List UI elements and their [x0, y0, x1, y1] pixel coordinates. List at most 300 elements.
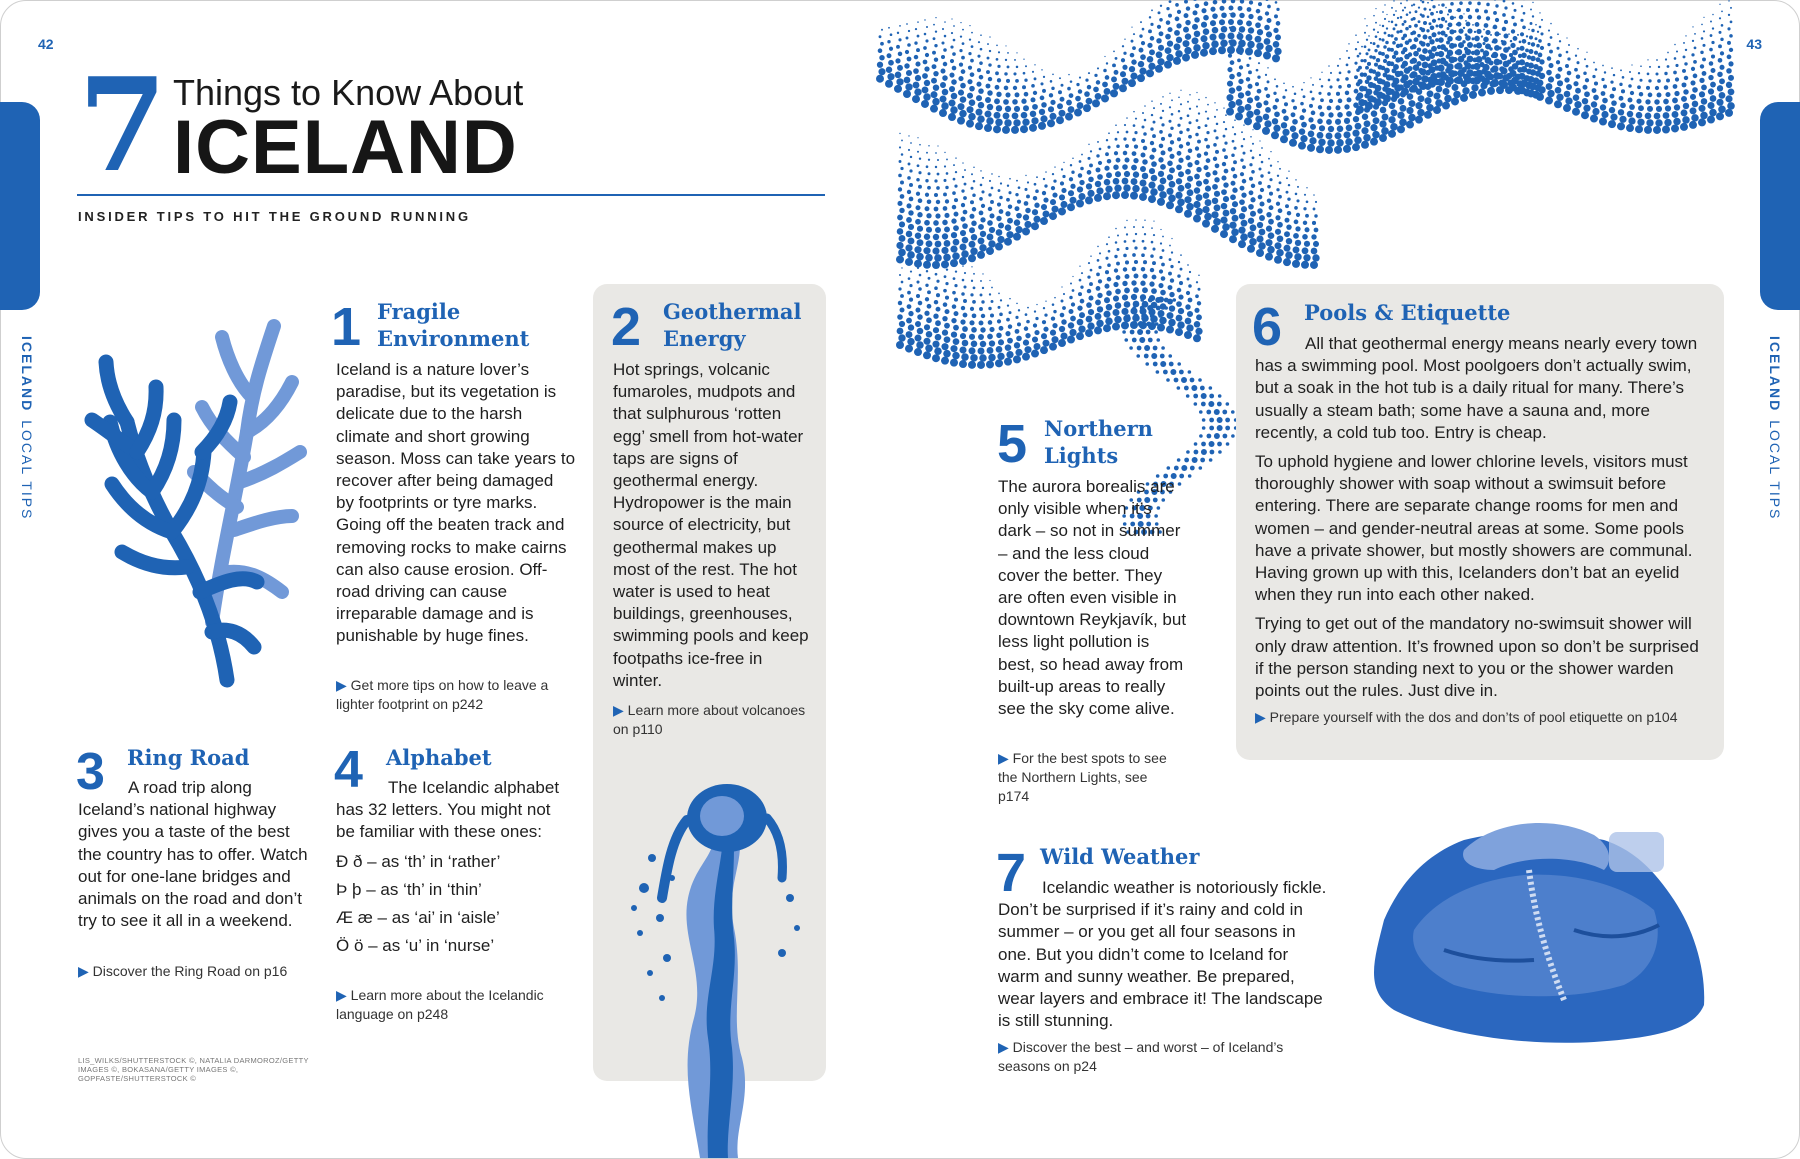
aurora-dot — [962, 162, 963, 163]
aurora-dot — [949, 86, 955, 92]
aurora-dot — [1034, 183, 1037, 186]
aurora-dot — [1151, 227, 1153, 229]
aurora-dot — [1673, 84, 1678, 89]
aurora-dot — [1453, 91, 1461, 99]
aurora-dot — [982, 273, 983, 274]
tip-paragraph: Iceland is a nature lover’s paradise, but its vegetation is delicate due to the harsh climate and short growing season. Moss can take years to recover after being damaged by footprints or tyre marks. Going off the beaten track and removing rocks to make cairns can also cause erosion. Off-road driving can cause irreparable damage and is punishable by huge fines. — [336, 360, 576, 646]
aurora-dot — [1339, 71, 1342, 74]
aurora-dot — [978, 334, 984, 340]
aurora-dot — [1448, 22, 1453, 27]
aurora-dot — [1202, 42, 1210, 50]
aurora-dot — [1043, 307, 1045, 309]
aurora-dot — [1167, 174, 1173, 180]
aurora-dot — [1095, 299, 1101, 305]
aurora-dot — [1142, 159, 1148, 165]
aurora-dot — [1664, 119, 1671, 126]
aurora-dot — [944, 152, 945, 153]
aurora-dot — [1141, 313, 1147, 319]
aurora-dot — [1005, 211, 1010, 216]
aurora-dot — [981, 190, 984, 193]
aurora-dot — [1664, 85, 1669, 90]
aurora-dot — [1237, 19, 1243, 25]
aurora-dot — [1601, 78, 1604, 81]
aurora-dot — [1666, 79, 1670, 83]
aurora-dot — [1040, 82, 1043, 85]
aurora-dot — [1169, 245, 1171, 247]
aurora-dot — [1512, 63, 1519, 70]
aurora-dot — [953, 264, 955, 266]
aurora-dot — [973, 273, 975, 275]
aurora-dot — [1426, 43, 1430, 47]
aurora-dot — [1186, 6, 1190, 10]
aurora-dot — [1016, 303, 1018, 305]
aurora-dot — [1457, 69, 1465, 77]
aurora-dot — [961, 69, 966, 74]
aurora-dot — [968, 113, 976, 121]
aurora-dot — [919, 274, 922, 277]
aurora-dot — [961, 203, 965, 207]
aurora-dot — [1025, 333, 1030, 338]
aurora-dot — [1458, 29, 1463, 34]
aurora-dot — [1693, 74, 1698, 79]
tip-cross-reference[interactable] — [613, 701, 813, 739]
aurora-dot — [987, 104, 993, 110]
aurora-dot — [986, 117, 994, 125]
aurora-dot — [1254, 96, 1259, 101]
aurora-dot — [1345, 77, 1349, 81]
aurora-dot — [1247, 231, 1254, 238]
aurora-dot — [1024, 188, 1027, 191]
aurora-dot — [1685, 35, 1686, 36]
aurora-dot — [1189, 94, 1191, 96]
aurora-dot — [1403, 34, 1407, 38]
aurora-dot — [1242, 165, 1246, 169]
aurora-dot — [1168, 147, 1173, 152]
aurora-dot — [1413, 51, 1419, 57]
aurora-dot — [1170, 265, 1173, 268]
aurora-dot — [1079, 265, 1080, 266]
aurora-dot — [923, 247, 930, 254]
aurora-dot — [1174, 30, 1180, 36]
aurora-dot — [906, 217, 912, 223]
aurora-dot — [1418, 95, 1425, 102]
aurora-dot — [1005, 45, 1006, 46]
aurora-dot — [1400, 16, 1403, 19]
aurora-dot — [1160, 116, 1163, 119]
aurora-dot — [1198, 99, 1200, 101]
aurora-dot — [901, 281, 904, 284]
aurora-dot — [898, 301, 902, 305]
aurora-dot — [906, 23, 908, 25]
aurora-dot — [1636, 99, 1641, 104]
aurora-dot — [1059, 77, 1061, 79]
aurora-dot — [1566, 84, 1572, 90]
aurora-dot — [1419, 68, 1426, 75]
aurora-dot — [1114, 70, 1119, 75]
aurora-dot — [1296, 199, 1299, 202]
aurora-dot — [951, 318, 956, 323]
aurora-dot — [1430, 73, 1438, 81]
aurora-dot — [1391, 21, 1394, 24]
aurora-dot — [986, 247, 994, 255]
tip-number: 1 — [331, 297, 362, 357]
aurora-dot — [970, 72, 975, 77]
aurora-dot — [1009, 298, 1011, 300]
aurora-dot — [1214, 191, 1220, 197]
aurora-dot — [1176, 164, 1182, 170]
aurora-dot — [1377, 31, 1379, 33]
aurora-dot — [1307, 144, 1315, 152]
aurora-dot — [1444, 95, 1452, 103]
aurora-dot — [1168, 133, 1172, 137]
aurora-dot — [1526, 35, 1528, 37]
aurora-dot — [1657, 93, 1662, 98]
aurora-dot — [1352, 130, 1359, 137]
aurora-dot — [1512, 2, 1515, 5]
aurora-dot — [1354, 89, 1359, 94]
aurora-dot — [957, 117, 965, 125]
aurora-dot — [1131, 178, 1138, 185]
aurora-dot — [954, 185, 957, 188]
aurora-dot — [1684, 76, 1688, 80]
aurora-dot — [1024, 201, 1029, 206]
aurora-dot — [1166, 378, 1170, 382]
aurora-dot — [1134, 260, 1138, 264]
aurora-dot — [1628, 117, 1635, 124]
tip-number: 2 — [611, 297, 642, 357]
aurora-dot — [1147, 56, 1154, 63]
aurora-dot — [1709, 109, 1717, 117]
aurora-dot — [1254, 49, 1262, 57]
aurora-dot — [1368, 35, 1370, 37]
aurora-dot — [1061, 319, 1066, 324]
aurora-dot — [1088, 144, 1089, 145]
aurora-dot — [1151, 161, 1157, 167]
aurora-dot — [971, 45, 974, 48]
photo-credits: LIS_WILKS/SHUTTERSTOCK ©, NATALIA DARMOROZ/GETTY IMAGES ©, BOKASANA/GETTY IMAGES ©, GOPFASTE/SHUTTERSTOCK © — [78, 1056, 309, 1083]
aurora-dot — [1041, 333, 1047, 339]
aurora-dot — [1214, 129, 1217, 132]
tip-cross-reference[interactable] — [336, 986, 568, 1024]
aurora-dot — [1373, 42, 1376, 45]
aurora-dot — [1113, 50, 1115, 52]
aurora-dot — [1147, 305, 1153, 311]
aurora-dot — [1221, 26, 1228, 33]
aurora-dot — [1265, 74, 1267, 76]
tip-cross-reference[interactable] — [998, 749, 1178, 806]
aurora-dot — [1256, 235, 1263, 242]
aurora-dot — [1718, 44, 1722, 48]
aurora-dot — [1134, 246, 1137, 249]
aurora-dot — [1105, 186, 1112, 193]
aurora-dot — [1168, 120, 1171, 123]
aurora-dot — [1304, 194, 1306, 196]
aurora-dot — [1250, 136, 1252, 138]
aurora-dot — [1069, 329, 1076, 336]
aurora-dot — [1190, 378, 1195, 383]
aurora-dot — [1090, 269, 1093, 272]
aurora-dot — [980, 280, 982, 282]
tip-paragraph: To uphold hygiene and lower chlorine levels, visitors must thoroughly shower with soap without a swimsuit before entering. There are separate change rooms for men and women – and gender-neutral areas at some. Some pools have a private shower, but mostly showers are communal. Having grown up with this, Icelanders don’t bat an eyelid when they run into each other naked. — [1255, 452, 1693, 605]
aurora-dot — [981, 314, 985, 318]
aurora-dot — [1185, 20, 1190, 25]
aurora-dot — [1364, 32, 1366, 34]
aurora-dot — [896, 78, 903, 85]
aurora-dot — [907, 251, 915, 259]
aurora-dot — [1471, 84, 1478, 91]
aurora-dot — [1364, 45, 1367, 48]
aurora-dot — [1242, 179, 1247, 184]
aurora-dot — [1442, 102, 1450, 110]
aurora-dot — [1277, 175, 1279, 177]
aurora-dot — [1232, 215, 1239, 222]
aurora-dot — [1034, 330, 1039, 335]
aurora-dot — [926, 165, 929, 168]
aurora-dot — [1186, 155, 1191, 160]
aurora-dot — [1209, 394, 1214, 399]
aurora-dot — [1429, 9, 1431, 11]
aurora-dot — [904, 63, 909, 68]
aurora-dot — [1655, 119, 1662, 126]
aurora-dot — [1411, 44, 1416, 49]
aurora-dot — [1122, 45, 1124, 47]
aurora-dot — [936, 293, 940, 297]
aurora-dot — [1032, 209, 1038, 215]
aurora-dot — [1295, 226, 1300, 231]
aurora-dot — [897, 328, 904, 335]
aurora-dot — [1547, 43, 1550, 46]
xref-text: Discover the best – and worst – of Iceland’s seasons on p24 — [998, 1039, 1284, 1074]
aurora-dot — [1710, 21, 1712, 23]
aurora-dot — [1575, 88, 1581, 94]
aurora-dot — [908, 311, 913, 316]
aurora-dot — [1408, 114, 1416, 122]
aurora-dot — [976, 82, 981, 87]
tip-cross-reference[interactable] — [336, 676, 576, 714]
aurora-dot — [1274, 48, 1281, 55]
aurora-dot — [1112, 191, 1120, 199]
aurora-dot — [900, 167, 903, 170]
aurora-dot — [890, 33, 893, 36]
aurora-dot — [1401, 74, 1408, 81]
aurora-dot — [1164, 61, 1172, 69]
aurora-dot — [1357, 92, 1364, 99]
aurora-dot — [1117, 235, 1119, 237]
aurora-dot — [1039, 109, 1045, 115]
aurora-dot — [939, 96, 946, 103]
aurora-dot — [896, 255, 904, 263]
aurora-dot — [1270, 151, 1271, 152]
aurora-dot — [914, 335, 921, 342]
aurora-dot — [1031, 84, 1035, 88]
aurora-dot — [1629, 71, 1631, 73]
aurora-dot — [1683, 55, 1686, 58]
aurora-dot — [1326, 119, 1332, 125]
aurora-dot — [1379, 38, 1382, 41]
aurora-dot — [1156, 370, 1160, 374]
aurora-dot — [1442, 88, 1449, 95]
aurora-dot — [1282, 109, 1287, 114]
aurora-dot — [970, 248, 978, 256]
aurora-dot — [1023, 340, 1029, 346]
aurora-dot — [1335, 105, 1340, 110]
aurora-dot — [1166, 188, 1173, 195]
tip-cross-reference[interactable] — [78, 962, 308, 981]
aurora-dot — [1149, 16, 1151, 18]
aurora-dot — [1193, 201, 1200, 208]
aurora-dot — [1285, 89, 1287, 91]
aurora-dot — [1494, 45, 1500, 51]
aurora-dot — [1264, 38, 1271, 45]
aurora-dot — [1003, 99, 1009, 105]
aurora-dot — [1258, 242, 1266, 250]
aurora-dot — [934, 193, 938, 197]
aurora-dot — [940, 69, 945, 74]
aurora-dot — [1354, 136, 1362, 144]
aurora-dot — [950, 345, 957, 352]
aurora-dot — [1509, 70, 1516, 77]
aurora-dot — [914, 348, 922, 356]
aurora-dot — [1167, 161, 1173, 167]
aurora-dot — [916, 281, 919, 284]
aurora-dot — [1288, 170, 1289, 171]
aurora-dot — [1267, 67, 1268, 68]
aurora-dot — [1435, 99, 1443, 107]
aurora-dot — [1680, 123, 1688, 131]
aurora-dot — [1167, 466, 1171, 470]
tip-heading — [377, 298, 529, 352]
aurora-dot — [1267, 18, 1272, 23]
aurora-dot — [1123, 52, 1126, 55]
aurora-dot — [1531, 42, 1535, 46]
aurora-dot — [1362, 114, 1369, 121]
aurora-dot — [1282, 129, 1289, 136]
aurora-dot — [1309, 104, 1313, 108]
aurora-dot — [904, 77, 911, 84]
aurora-dot — [1402, 9, 1404, 11]
aurora-dot — [1273, 28, 1278, 33]
aurora-dot — [1455, 63, 1462, 70]
aurora-dot — [1088, 72, 1090, 74]
aurora-dot — [899, 133, 900, 134]
aurora-dot — [1456, 49, 1462, 55]
aurora-dot — [1431, 46, 1437, 52]
aurora-dot — [952, 291, 956, 295]
aurora-dot — [1192, 24, 1198, 30]
aurora-dot — [923, 338, 930, 345]
aurora-dot — [1159, 256, 1162, 259]
aurora-dot — [1728, 75, 1734, 81]
tip-heading-line: Northern — [1044, 416, 1153, 441]
aurora-dot — [1163, 370, 1168, 375]
aurora-dot — [1729, 34, 1733, 38]
aurora-dot — [1476, 29, 1481, 34]
aurora-dot — [1238, 32, 1240, 34]
aurora-dot — [1239, 52, 1242, 55]
aurora-dot — [1268, 232, 1275, 239]
aurora-dot — [1583, 71, 1587, 75]
aurora-dot — [1701, 85, 1707, 91]
aurora-dot — [946, 159, 948, 161]
aurora-dot — [915, 308, 920, 313]
aurora-dot — [1637, 119, 1644, 126]
aurora-dot — [1716, 112, 1724, 120]
aurora-dot — [944, 240, 951, 247]
aurora-dot — [918, 287, 922, 291]
aurora-dot — [906, 37, 909, 40]
aurora-dot — [1223, 121, 1225, 123]
aurora-dot — [1106, 172, 1112, 178]
aurora-dot — [881, 29, 883, 31]
aurora-dot — [1045, 171, 1047, 173]
aurora-dot — [1535, 37, 1538, 40]
aurora-dot — [1645, 113, 1652, 120]
aurora-dot — [906, 331, 913, 338]
tip-cross-reference[interactable] — [998, 1038, 1338, 1076]
aurora-dot — [1239, 26, 1245, 32]
aurora-dot — [1108, 250, 1111, 253]
aurora-dot — [1021, 99, 1026, 104]
aurora-dot — [1160, 103, 1162, 105]
aurora-dot — [964, 169, 966, 171]
aurora-dot — [1371, 110, 1378, 117]
aurora-dot — [1269, 192, 1273, 196]
aurora-dot — [1384, 81, 1391, 88]
aurora-dot — [1457, 22, 1462, 27]
aurora-dot — [1215, 150, 1219, 154]
aurora-dot — [1205, 97, 1206, 98]
aurora-dot — [1691, 114, 1699, 122]
aurora-dot — [1107, 159, 1112, 164]
aurora-dot — [1421, 14, 1425, 18]
aurora-dot — [1131, 59, 1136, 64]
aurora-dot — [1336, 78, 1339, 81]
aurora-dot — [908, 324, 914, 330]
aurora-dot — [1300, 102, 1304, 106]
aurora-dot — [1404, 67, 1411, 74]
aurora-dot — [1139, 68, 1146, 75]
aurora-dot — [1244, 117, 1252, 125]
aurora-dot — [1161, 123, 1164, 126]
xref-text: Learn more about the Icelandic language on p248 — [336, 987, 544, 1022]
aurora-dot — [1184, 458, 1189, 463]
aurora-dot — [900, 194, 905, 199]
aurora-dot — [912, 95, 920, 103]
aurora-dot — [1061, 300, 1064, 303]
aurora-dot — [1120, 71, 1126, 77]
tip-heading — [1040, 843, 1199, 870]
aurora-dot — [944, 226, 950, 232]
tip-cross-reference[interactable] — [1255, 708, 1710, 727]
aurora-dot — [1229, 26, 1231, 28]
aurora-dot — [1536, 44, 1540, 48]
aurora-dot — [1096, 80, 1100, 84]
aurora-dot — [1311, 111, 1316, 116]
aurora-dot — [1166, 7, 1169, 10]
aurora-dot — [1069, 93, 1074, 98]
aurora-dot — [1438, 37, 1444, 43]
aurora-dot — [1125, 274, 1130, 279]
aurora-dot — [1133, 158, 1138, 163]
aurora-dot — [1204, 1, 1209, 6]
aurora-dot — [1084, 91, 1090, 97]
aurora-dot — [1144, 354, 1149, 359]
aurora-dot — [1239, 199, 1245, 205]
aurora-dot — [1232, 201, 1238, 207]
aurora-dot — [1176, 301, 1182, 307]
aurora-dot — [1067, 203, 1075, 211]
aurora-dot — [916, 253, 924, 261]
